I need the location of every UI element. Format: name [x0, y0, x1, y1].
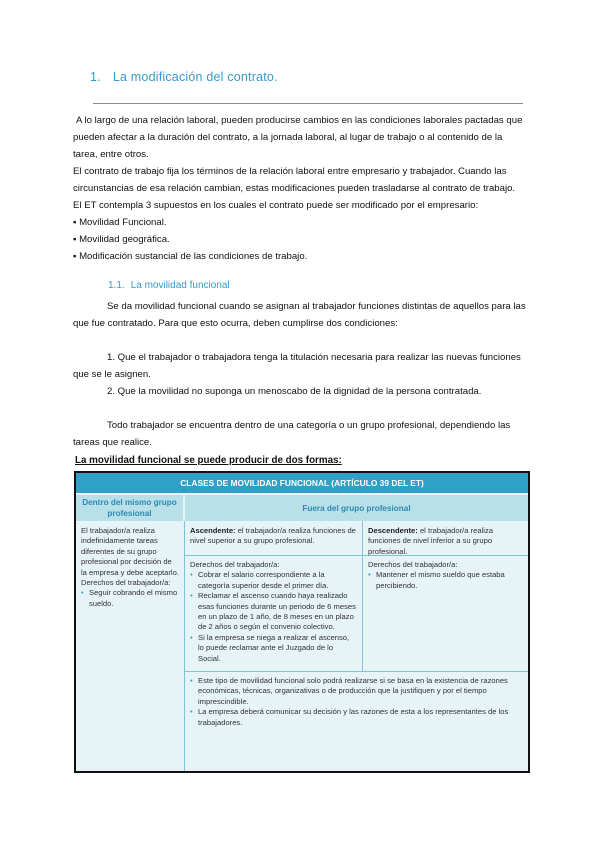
- bullet-item: ▪ Modificación sustancial de las condiciones de trabajo.: [73, 251, 308, 262]
- section-block: [73, 298, 528, 451]
- col1-rights-label: Derechos del trabajador/a:: [81, 578, 171, 588]
- subheading-title: La movilidad funcional: [130, 280, 230, 291]
- col1-description: El trabajador/a realiza indefinidamente tareas diferentes de su grupo profesional por decisión de la empresa y debe aceptarlo.: [81, 526, 179, 577]
- table-caption: La movilidad funcional se puede producir de dos formas:: [75, 455, 342, 466]
- condition-1: 1. Que el trabajador o trabajadora tenga la titulación necesaria para realizar las nuevas funciones que se le asignen.: [73, 352, 521, 380]
- section-paragraph-2: Todo trabajador se encuentra dentro de una categoría o un grupo profesional, dependiendo las tareas que realice.: [73, 420, 511, 448]
- section-heading-2: [108, 280, 230, 291]
- table-divider: [185, 671, 528, 672]
- descendente-rights-label: Derechos del trabajador/a:: [368, 560, 458, 569]
- col1-right: • Seguir cobrando el mismo sueldo.: [81, 588, 179, 609]
- intro-paragraph-1: A lo largo de una relación laboral, pueden producirse cambios en las condiciones laborales pactadas que pueden afectar a la duración del contrato, a la jornada laboral, al lugar de trabajo o al contenido de la tarea, entre otros.: [73, 115, 523, 160]
- ascendente-rights-cell: [185, 557, 362, 667]
- ascendente-right: • Reclamar el ascenso cuando haya realizado esas funciones durante un periodo de 6 meses en un plazo de 1 año, de 8 meses en un plazo de 2 años o según el convenio colectivo.: [190, 591, 357, 633]
- bullet-item: ▪ Movilidad Funcional.: [73, 217, 167, 228]
- ascendente-right: • Cobrar el salario correspondiente a la categoría superior desde el primer día.: [190, 570, 357, 591]
- intro-paragraph-3: El ET contempla 3 supuestos en los cuales el contrato puede ser modificado por el empresario:: [73, 200, 479, 211]
- table-title: CLASES DE MOVILIDAD FUNCIONAL (ARTÍCULO 39 DEL ET): [76, 473, 528, 493]
- col1-header: Dentro del mismo grupo profesional: [76, 495, 183, 521]
- descendente-cell: [363, 523, 528, 560]
- ascendente-rights-label: Derechos del trabajador/a:: [190, 560, 280, 569]
- descendente-text: el trabajador/a realiza funciones de nivel inferior a su grupo profesional.: [368, 526, 493, 556]
- conditions-cell: [185, 673, 528, 731]
- ascendente-text: el trabajador/a realiza funciones de nivel superior a su grupo profesional.: [190, 526, 356, 546]
- col2-header: Fuera del grupo profesional: [185, 495, 528, 521]
- heading-number: 1.: [90, 70, 101, 84]
- col1-cell: [76, 523, 184, 612]
- bullet-item: ▪ Movilidad geográfica.: [73, 234, 170, 245]
- intro-paragraph-2: El contrato de trabajo fija los términos de la relación laboral entre empresario y trabajador. Cuando las circunstancias de esa relación cambian, estas modificaciones pueden trasladarse al contrato de trabajo.: [73, 166, 516, 194]
- ascendente-cell: [185, 523, 362, 550]
- descendente-right: • Mantener el mismo sueldo que estaba percibiendo.: [368, 570, 523, 591]
- heading-title: La modificación del contrato.: [112, 70, 278, 84]
- section-heading-1: [90, 70, 278, 84]
- ascendente-label: Ascendente:: [190, 526, 236, 535]
- condition-note: • Este tipo de movilidad funcional solo podrá realizarse si se basa en la existencia de razones económicas, técnicas, organizativas o de producción que la justifiquen y por el tiempo imprescindible.: [190, 676, 523, 707]
- heading-divider: [93, 103, 523, 104]
- subheading-number: 1.1.: [108, 280, 125, 291]
- descendente-label: Descendente:: [368, 526, 418, 535]
- descendente-rights-cell: [363, 557, 528, 594]
- condition-note: • La empresa deberá comunicar su decisión y las razones de esta a los representantes de los trabajadores.: [190, 707, 523, 728]
- mobility-table: [74, 471, 530, 773]
- ascendente-right: • Si la empresa se niega a realizar el ascenso, lo puede reclamar ante el Juzgado de lo Social.: [190, 633, 357, 664]
- condition-2: 2. Que la movilidad no suponga un menoscabo de la dignidad de la persona contratada.: [107, 386, 482, 397]
- intro-block: [73, 112, 528, 265]
- section-paragraph-1: Se da movilidad funcional cuando se asignan al trabajador funciones distintas de aquellos para las que fue contratado. Para que esto ocurra, deben cumplirse dos condiciones:: [73, 301, 526, 329]
